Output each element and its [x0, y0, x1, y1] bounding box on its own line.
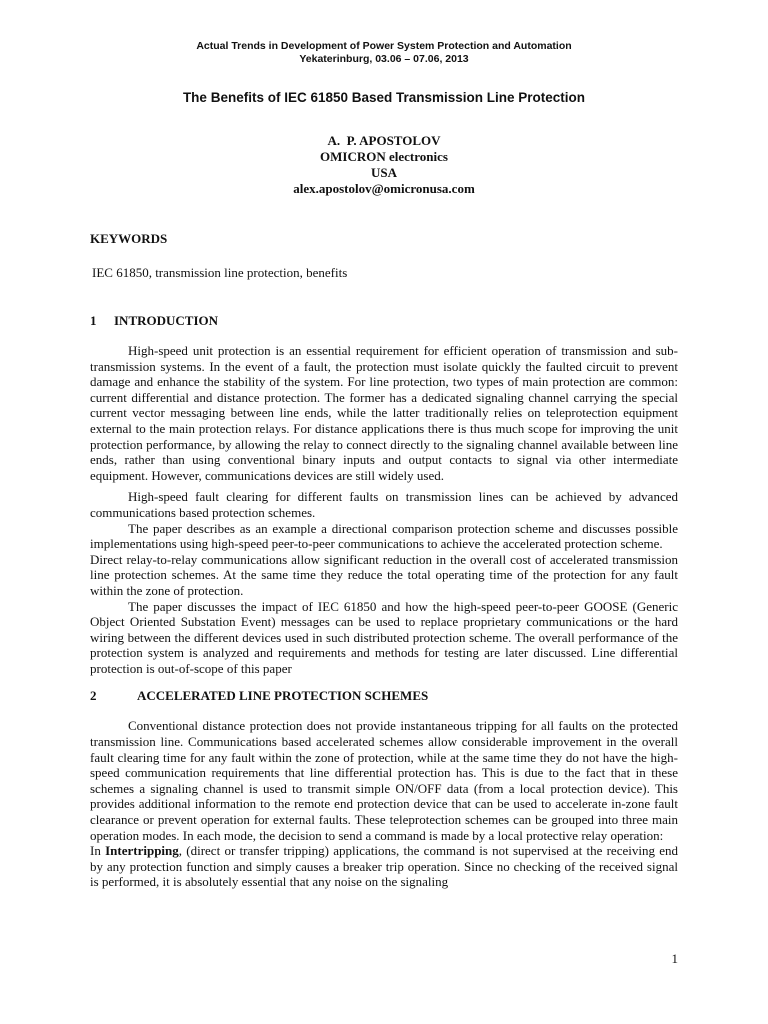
author-block [90, 133, 678, 197]
section-1-paragraph: The paper describes as an example a directional comparison protection scheme and discusses possible implementations using high-speed peer-to-peer communications to achieve the accelerated protection scheme. [90, 520, 678, 552]
section-1-paragraph: The paper discusses the impact of IEC 61850 and how the high-speed peer-to-peer GOOSE (Generic Object Oriented Substation Event) messages can be used to replace proprietary communications or the hard wiring between the different devices used in such distributed protection scheme. The overall performance of the protection system is analyzed and requirements and methods for testing are later discussed. Line differential protection is out-of-scope of this paper [90, 598, 678, 676]
intertripping-term: Intertripping [105, 843, 179, 859]
conference-name: Actual Trends in Development of Power System Protection and Automation [196, 40, 572, 52]
paper-title: The Benefits of IEC 61850 Based Transmission Line Protection [182, 90, 586, 105]
conference-header [90, 40, 678, 66]
section-1-title: INTRODUCTION [114, 313, 219, 328]
section-1-body [90, 343, 678, 676]
section-1-paragraph: High-speed fault clearing for different faults on transmission lines can be achieved by advanced communications based protection schemes. [90, 489, 678, 520]
keywords-text: IEC 61850, transmission line protection, benefits [92, 265, 348, 280]
author-email: alex.apostolov@omicronusa.com [293, 181, 475, 196]
section-2-heading [90, 688, 678, 704]
paper-page [90, 40, 678, 890]
section-2-body [90, 718, 678, 890]
section-2-title: ACCELERATED LINE PROTECTION SCHEMES [137, 688, 429, 704]
section-1-number: 1 [90, 313, 97, 328]
paragraph-prefix: In [90, 843, 106, 859]
section-2-number: 2 [90, 688, 97, 704]
conference-location-date: Yekaterinburg, 03.06 – 07.06, 2013 [299, 53, 469, 65]
keywords-heading: KEYWORDS [90, 231, 168, 246]
page-number: 1 [671, 951, 678, 966]
paragraph-text: , (direct or transfer tripping) applications, the command is not supervised at the receiving end by any protection function and simply causes a breaker trip operation. Since no checking of the received signal is performed, it is absolutely essential that any noise on the signaling [90, 843, 678, 890]
author-name: A. P. APOSTOLOV [327, 133, 441, 148]
section-2-paragraph: Conventional distance protection does not provide instantaneous tripping for all faults on the protected transmission line. Communications based accelerated schemes allow considerable improvement in the overall fault clearing time for any fault within the zone of protection, while at the same time they do not have the high-speed communication requirements that line differential protection has. This is due to the fact that in these schemes a signaling channel is used to transmit simple ON/OFF data (from a local protection device). This provides additional information to the remote end protection device that can be used to accelerate in-zone fault clearance or prevent operation for external faults. These teleprotection schemes can be grouped into three main operation modes. In each mode, the decision to send a command is made by a local protective relay operation: [90, 718, 678, 843]
section-1-heading [90, 313, 678, 329]
author-company: OMICRON electronics [320, 149, 448, 164]
author-country: USA [370, 165, 397, 180]
section-2-paragraph [90, 843, 678, 890]
section-1-paragraph: High-speed unit protection is an essential requirement for efficient operation of transmission and sub-transmission systems. In the event of a fault, the protection must isolate quickly the faulted circuit to prevent damage and enhance the stability of the system. For line protection, two types of main protection are common: current differential and distance protection. The former has a dedicated signaling channel carrying the special current vector messaging between line ends, while the latter traditionally relies on teleprotection equipment external to the main protection relays. For distance applications there is thus much scope for improving the unit protection performance, by allowing the relay to connect directly to the signaling channel available between line ends, rather than using conventional binary inputs and output contacts to signal via other intermediate equipment. However, communications devices are still widely used. [90, 343, 678, 483]
section-1-paragraph: Direct relay-to-relay communications allow significant reduction in the overall cost of accelerated transmission line protection schemes. At the same time they reduce the total operating time of the protection for any fault within the zone of protection. [90, 551, 678, 598]
